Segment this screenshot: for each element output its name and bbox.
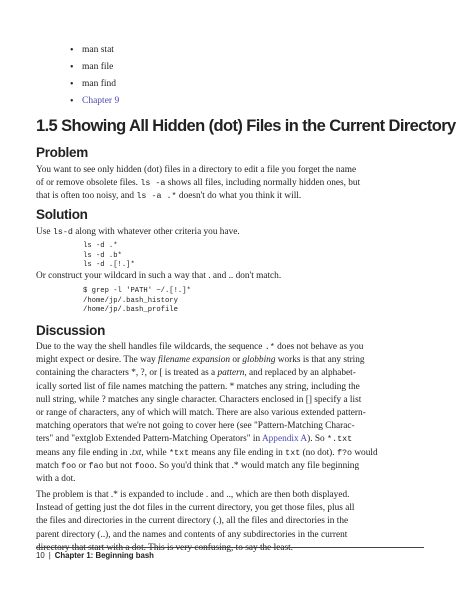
text-line: means any file ending in .txt, while *txt means any file ending in txt (no dot). f?o would [36, 447, 378, 458]
code-line: ls -d .b* [83, 251, 122, 260]
text-line: the files and directories in the current directory (.), all the files and directories in the [36, 516, 349, 527]
text-line: Or construct your wildcard in such a way that . and .. don't match. [36, 271, 282, 281]
text-line: might expect or desire. The way filename expansion or globbing works is that any string [36, 355, 365, 366]
discussion-paragraph-2 [36, 489, 424, 555]
code-line: /home/jp/.bash_profile [83, 306, 178, 314]
list-item: • man find [70, 76, 119, 93]
text-line: The problem is that .* is expanded to include . and .., which are then both displayed. [36, 490, 350, 500]
discussion-heading: Discussion [36, 323, 106, 338]
text-line: of or remove obsolete files. ls -a shows all files, including normally hidden ones, but [36, 178, 361, 189]
text-line: Due to the way the shell handles file wildcards, the sequence .* does not behave as you [36, 342, 364, 352]
text-line: parent directory (..), and the names and contents of any subdirectories in the current [36, 529, 348, 540]
code-line: $ grep -l 'PATH' ~/.[!.]* [83, 287, 191, 295]
chapter-title: Chapter 1: Beginning bash [54, 551, 154, 560]
text-line: You want to see only hidden (dot) files in a directory to edit a file you forget the name [36, 165, 357, 175]
see-also-list [70, 42, 119, 110]
code-block [83, 242, 135, 271]
text-line: directory that start with a dot. This is very confusing, to say the least. [36, 542, 293, 553]
text-line: Use ls-d along with whatever other criteria you have. [36, 227, 240, 237]
text-line: null string, while ? matches any single character. Characters enclosed in [] specify a list [36, 394, 362, 405]
text-line: or range of characters, any of which will match. There are also various extended pattern- [36, 408, 366, 419]
appendix-a-link[interactable]: Appendix A [261, 434, 308, 445]
section-title: 1.5 Showing All Hidden (dot) Files in the Current Directory [36, 117, 456, 135]
page-footer [36, 551, 154, 560]
text-line: that is often too noisy, and ls -a .* doesn't do what you think it will. [36, 191, 302, 202]
solution-heading: Solution [36, 207, 88, 222]
text-line: with a dot. [36, 474, 76, 485]
text-line: match foo or fao but not fooo. So you'd think that .* would match any file beginning [36, 460, 360, 471]
list-item: • man stat [70, 42, 119, 59]
text-line: ically sorted list of file names matching the pattern. * matches any string, including the [36, 381, 360, 392]
problem-heading: Problem [36, 145, 88, 160]
text-line: containing the characters *, ?, or [ is treated as a pattern, and replaced by an alphabet- [36, 368, 356, 379]
solution-paragraph [36, 226, 424, 239]
code-line: /home/jp/.bash_history [83, 296, 178, 305]
footer-separator: | [48, 551, 51, 560]
list-item: • man file [70, 59, 119, 76]
discussion-paragraph [36, 341, 424, 486]
text-line: Instead of getting just the dot files in the current directory, you get those files, plus all [36, 503, 355, 514]
text-line: ters" and "extglob Extended Pattern-Matching Operators" in Appendix A). So *.txt [36, 434, 353, 445]
solution-paragraph-2 [36, 270, 424, 283]
page-number: 10 [36, 551, 45, 560]
footer-divider [36, 547, 424, 548]
chapter-9-link[interactable]: • Chapter 9 [70, 93, 119, 110]
problem-paragraph [36, 164, 424, 204]
code-block [83, 287, 191, 316]
text-line: matching operators that we're not going to cover here (see "Pattern-Matching Charac- [36, 421, 355, 432]
code-line: ls -d .[!.]* [83, 261, 135, 269]
code-line: ls -d .* [83, 242, 118, 250]
